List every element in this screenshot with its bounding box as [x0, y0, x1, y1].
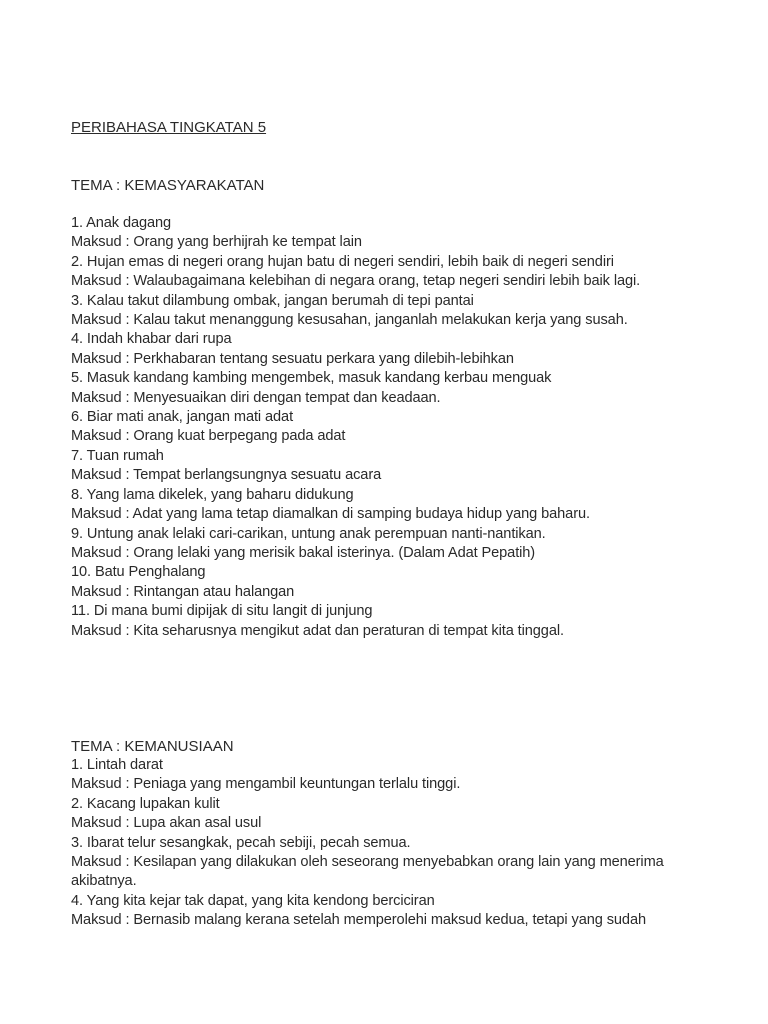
peribahasa-text: 5. Masuk kandang kambing mengembek, masuk kandang kerbau menguak	[71, 370, 552, 387]
peribahasa-text: 3. Ibarat telur sesangkak, pecah sebiji, pecah semua.	[71, 834, 411, 851]
list-item	[71, 214, 701, 253]
list-item	[71, 486, 701, 525]
list-item	[71, 253, 701, 292]
list-item	[71, 834, 701, 892]
list-item	[71, 292, 701, 331]
maksud-text: Maksud : Adat yang lama tetap diamalkan di samping budaya hidup yang baharu.	[71, 506, 590, 523]
theme-heading: TEMA : KEMANUSIAAN	[71, 738, 234, 755]
peribahasa-text: 4. Indah khabar dari rupa	[71, 331, 232, 348]
peribahasa-text: 10. Batu Penghalang	[71, 564, 206, 581]
peribahasa-text: 2. Hujan emas di negeri orang hujan batu di negeri sendiri, lebih baik di negeri sendiri	[71, 253, 614, 270]
list-item	[71, 602, 701, 641]
peribahasa-list	[71, 756, 701, 931]
list-item	[71, 408, 701, 447]
peribahasa-text: 4. Yang kita kejar tak dapat, yang kita kendong berciciran	[71, 892, 435, 909]
maksud-text: Maksud : Peniaga yang mengambil keuntungan terlalu tinggi.	[71, 776, 461, 793]
maksud-text: Maksud : Tempat berlangsungnya sesuatu acara	[71, 467, 382, 484]
document-title: PERIBAHASA TINGKATAN 5	[71, 119, 267, 136]
maksud-text: Maksud : Kesilapan yang dilakukan oleh seseorang menyebabkan orang lain yang menerima akibatnya.	[71, 854, 664, 890]
list-item	[71, 525, 701, 564]
maksud-text: Maksud : Kita seharusnya mengikut adat dan peraturan di tempat kita tinggal.	[71, 622, 564, 639]
section-kemasyarakatan	[71, 176, 701, 641]
list-item	[71, 892, 701, 931]
peribahasa-text: 3. Kalau takut dilambung ombak, jangan berumah di tepi pantai	[71, 292, 474, 309]
maksud-text: Maksud : Kalau takut menanggung kesusahan, janganlah melakukan kerja yang susah.	[71, 312, 628, 329]
peribahasa-text: 2. Kacang lupakan kulit	[71, 795, 220, 812]
theme-heading: TEMA : KEMASYARAKATAN	[71, 177, 265, 194]
list-item	[71, 563, 701, 602]
maksud-text: Maksud : Bernasib malang kerana setelah memperolehi maksud kedua, tetapi yang sudah	[71, 912, 646, 929]
list-item	[71, 369, 701, 408]
list-item	[71, 330, 701, 369]
list-item	[71, 447, 701, 486]
list-item	[71, 756, 701, 795]
maksud-text: Maksud : Walaubagaimana kelebihan di negara orang, tetap negeri sendiri lebih baik lagi.	[71, 273, 641, 290]
peribahasa-text: 7. Tuan rumah	[71, 447, 164, 464]
maksud-text: Maksud : Perkhabaran tentang sesuatu perkara yang dilebih-lebihkan	[71, 350, 514, 367]
peribahasa-text: 6. Biar mati anak, jangan mati adat	[71, 409, 294, 426]
peribahasa-text: 1. Anak dagang	[71, 215, 172, 231]
maksud-text: Maksud : Menyesuaikan diri dengan tempat dan keadaan.	[71, 389, 441, 406]
maksud-text: Maksud : Orang lelaki yang merisik bakal isterinya. (Dalam Adat Pepatih)	[71, 544, 536, 561]
peribahasa-text: 1. Lintah darat	[71, 757, 163, 773]
list-item	[71, 795, 701, 834]
peribahasa-text: 9. Untung anak lelaki cari-carikan, untung anak perempuan nanti-nantikan.	[71, 525, 546, 542]
maksud-text: Maksud : Rintangan atau halangan	[71, 583, 295, 600]
maksud-text: Maksud : Orang kuat berpegang pada adat	[71, 428, 346, 445]
peribahasa-text: 11. Di mana bumi dipijak di situ langit di junjung	[71, 603, 373, 620]
maksud-text: Maksud : Orang yang berhijrah ke tempat lain	[71, 234, 362, 251]
section-kemanusiaan	[71, 737, 701, 931]
peribahasa-text: 8. Yang lama dikelek, yang baharu didukung	[71, 486, 354, 503]
maksud-text: Maksud : Lupa akan asal usul	[71, 815, 262, 832]
peribahasa-list	[71, 214, 701, 641]
